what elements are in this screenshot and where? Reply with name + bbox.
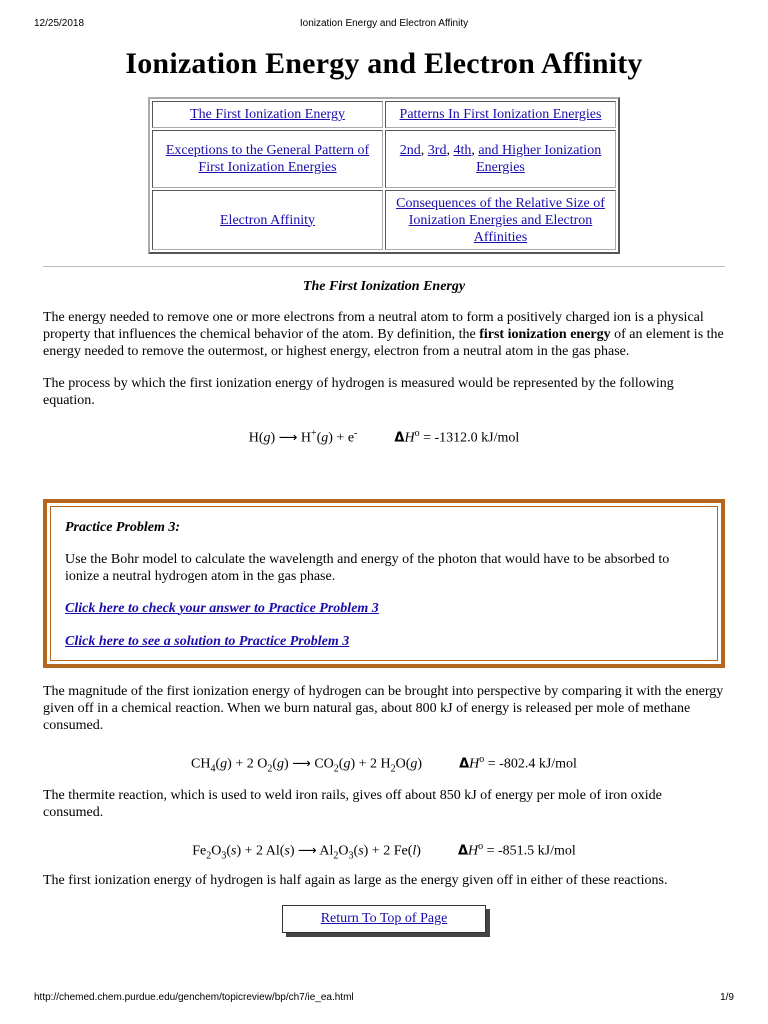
check-answer-link[interactable]: Click here to check your answer to Practice Problem 3 xyxy=(65,601,379,616)
print-title: Ionization Energy and Electron Affinity xyxy=(299,18,469,29)
methane-combustion-equation: $CH_4(g) + 2$ $O_2(g)$ ⟶ $CO_2(g) + 2$ $H_2O(g) \Delta H^o = -802.4$ kJ/mol xyxy=(191,754,577,775)
return-to-top-link[interactable]: Return To Top of Page xyxy=(320,911,448,926)
section-title: The First Ionization Energy xyxy=(302,279,466,294)
practice-problem-title: Practice Problem 3: xyxy=(65,520,181,535)
nav-link-3rd[interactable]: 3rd xyxy=(427,143,447,158)
delta-icon: Δ xyxy=(457,843,468,859)
delta-icon: Δ xyxy=(459,756,470,772)
magnitude-paragraph: The magnitude of the first ionization energy of hydrogen can be brought into perspective by comparing it with the energy given off in a chemical reaction. When we burn natural gas, about 800 kJ of energy is released per mole of methane consumed. xyxy=(43,684,724,733)
see-solution-link[interactable]: Click here to see a solution to Practice Problem 3 xyxy=(65,634,350,649)
practice-problem-box xyxy=(43,499,725,668)
conclusion-paragraph: The first ionization energy of hydrogen is half again as large as the energy given off in either of these reactions. xyxy=(43,873,668,888)
page-number: 1/9 xyxy=(720,992,734,1003)
intro-paragraph: The energy needed to remove one or more electrons from a neutral atom to form a positively charged ion is a physical property that influences the chemical behavior of the atom. By definition, the first ionization energy of an element is the energy needed to remove the outermost, or highest energy, electron from a neutral atom in the gas phase. xyxy=(43,310,724,359)
topic-nav-table: The First Ionization Energy Patterns In First Ionization Energies Exceptions to the General Pattern of First Ionization Energies 2nd, 3rd, 4th, and Higher Ionization Energies Electron Affinity Consequences of the Relative Size of Ionization Energies and Electron Affinities xyxy=(148,97,620,254)
thermite-equation: $Fe_2O_3(s) + 2$ Al(s) ⟶ $Al_2O_3(s) + 2$ Fe(l) $\Delta H^o = -851.5$ kJ/mol xyxy=(192,841,576,862)
return-to-top-button[interactable] xyxy=(282,905,486,933)
first-ionization-energy-term: first ionization energy xyxy=(479,327,611,342)
nav-link-electron-affinity[interactable]: Electron Affinity xyxy=(220,212,315,228)
nav-link-exceptions[interactable]: Exceptions to the General Pattern of First Ionization Energies xyxy=(165,143,370,175)
nav-link-higher-ionization[interactable]: and Higher Ionization Energies xyxy=(476,143,602,175)
thermite-paragraph: The thermite reaction, which is used to weld iron rails, gives off about 850 kJ of energy per mole of iron oxide consumed. xyxy=(43,788,662,820)
nav-link-2nd[interactable]: 2nd xyxy=(399,143,421,158)
nav-link-consequences[interactable]: Consequences of the Relative Size of Ionization Energies and Electron Affinities xyxy=(396,195,605,245)
reaction-arrow-icon: ⟶ xyxy=(278,430,298,446)
thermite-enthalpy: = -851.5 kJ/mol xyxy=(483,843,576,859)
hydrogen-enthalpy: = -1312.0 kJ/mol xyxy=(419,430,520,446)
process-paragraph: The process by which the first ionization energy of hydrogen is measured would be represented by the following equation. xyxy=(43,376,674,408)
reaction-arrow-icon: ⟶ xyxy=(298,843,317,859)
page-url: http://chemed.chem.purdue.edu/genchem/topicreview/bp/ch7/ie_ea.html xyxy=(34,992,354,1003)
delta-icon: Δ xyxy=(394,430,405,446)
methane-enthalpy: = -802.4 kJ/mol xyxy=(484,756,577,772)
page-title: Ionization Energy and Electron Affinity xyxy=(125,47,643,80)
print-header xyxy=(34,18,734,32)
nav-link-first-ionization-energy[interactable]: The First Ionization Energy xyxy=(190,107,345,122)
print-footer xyxy=(34,992,734,1006)
hydrogen-ionization-equation: H(g) ⟶ H+(g) + e- $\Delta H^o = -1312.0$ kJ/mol xyxy=(248,428,520,446)
reaction-arrow-icon: ⟶ xyxy=(292,756,311,772)
practice-problem-body: Use the Bohr model to calculate the wavelength and energy of the photon that would have to be absorbed to ionize a neutral hydrogen atom in the gas phase. xyxy=(65,552,670,584)
print-date: 12/25/2018 xyxy=(34,18,85,29)
page-content xyxy=(43,44,725,933)
section-divider xyxy=(43,266,725,267)
nav-link-4th[interactable]: 4th xyxy=(453,143,472,158)
nav-link-patterns[interactable]: Patterns In First Ionization Energies xyxy=(399,107,602,122)
